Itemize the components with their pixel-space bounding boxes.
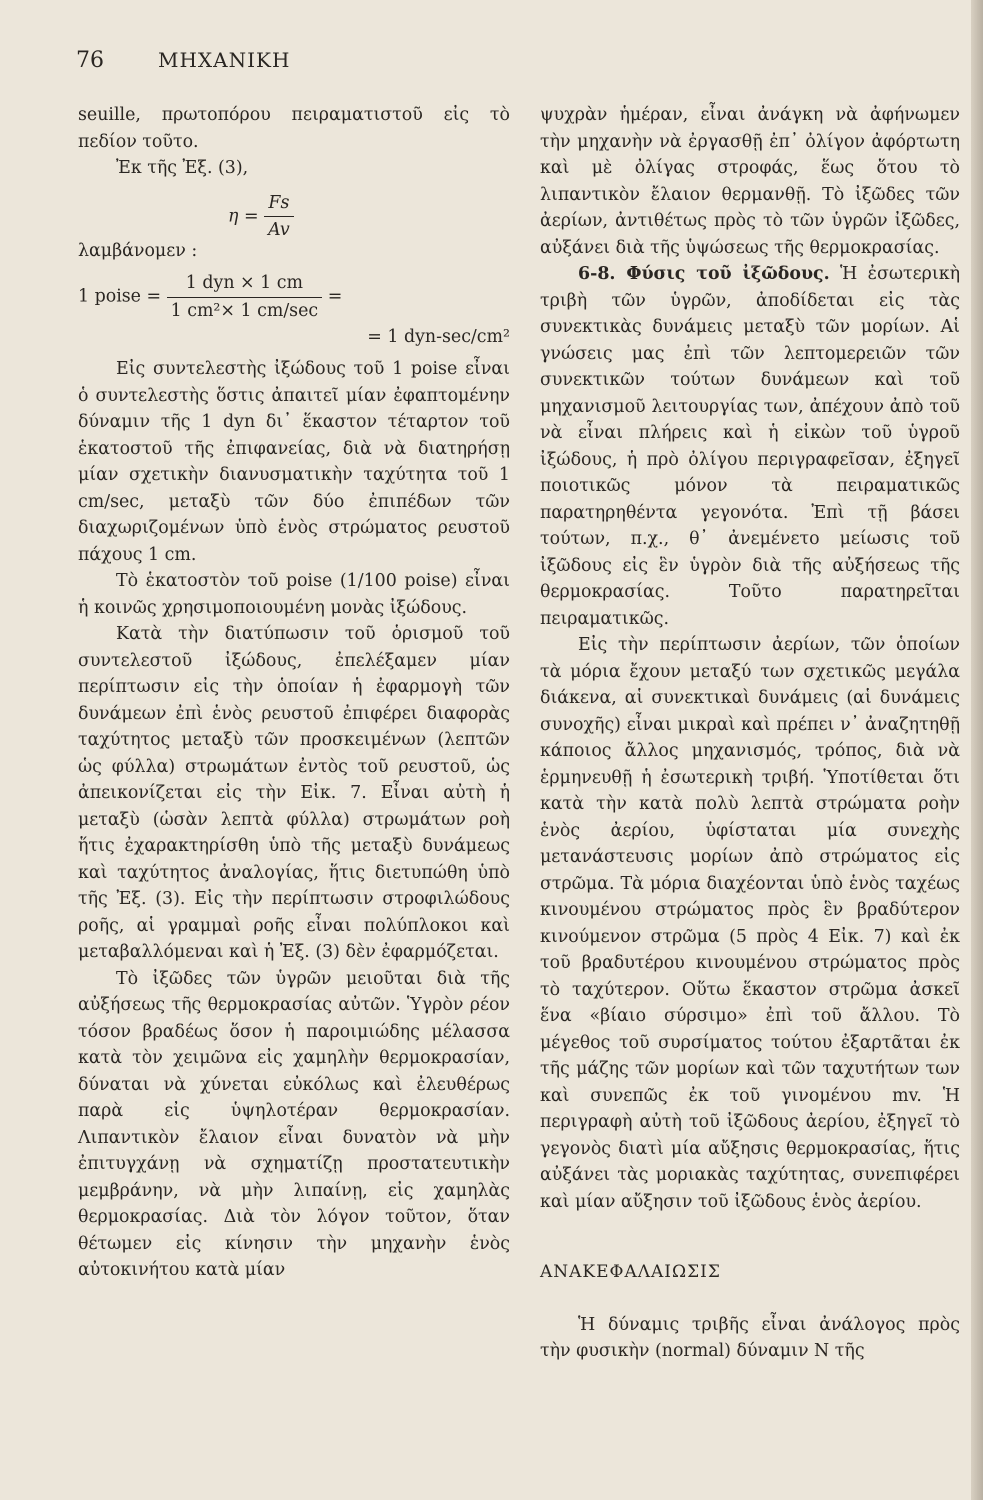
summary-heading: ΑΝΑΚΕΦΑΛΑΙΩΣΙΣ <box>540 1262 721 1282</box>
left-column <box>78 102 510 1284</box>
equation-result: = 1 dyn-sec/cm² <box>367 327 510 347</box>
paragraph: Ἡ δύναμις τριβῆς εἶναι ἀνάλογος πρὸς τὴν φυσικὴν (normal) δύναμιν N τῆς <box>540 1314 960 1361</box>
equation-lhs: 1 poise = <box>78 286 162 307</box>
paragraph: Ἐκ τῆς Ἐξ. (3), <box>116 158 249 178</box>
paragraph: λαμβάνομεν : <box>78 240 198 261</box>
equation-eta <box>78 182 510 238</box>
equation-lhs: η = <box>228 206 259 226</box>
fraction-denominator: Av <box>268 220 290 240</box>
paragraph: Εἰς συντελεστὴς ἰξώδους τοῦ 1 poise εἶναι ὁ συντελεστὴς ὅστις ἀπαιτεῖ μίαν ἐφαπτομένην δύναμιν τῆς 1 dyn δι᾽ ἕκαστον τέταρτον τοῦ ἑκατοστοῦ τῆς ἐπιφανείας, διὰ νὰ διατηρήσῃ μίαν σχετικὴν διανυσματικὴν ταχύτητα τοῦ 1 cm/sec, μεταξὺ τῶν δύο ἐπιπέδων τῶν διαχωριζομένων ὑπὸ ἑνὸς στρώματος ρευστοῦ πάχους 1 cm. <box>78 359 510 565</box>
paragraph: Κατὰ τὴν διατύπωσιν τοῦ ὁρισμοῦ τοῦ συντελεστοῦ ἰξώδους, ἐπελέξαμεν μίαν περίπτωσιν εἰς τὴν ὁποίαν ἡ ἐφαρμογὴ τῶν δυνάμεων ἐπὶ ἑνὸς ρευστοῦ ἐπιφέρει διαφορὰς ταχύτητος μεταξὺ τῶν προσκειμένων (λεπτῶν ὡς φύλλα) στρωμάτων ἐντὸς τοῦ ρευστοῦ, ὡς ἀπεικονίζεται εἰς τὴν Εἰκ. 7. Εἶναι αὐτὴ ἡ μεταξὺ (ὡσὰν λεπτὰ φύλλα) στρωμάτων ροὴ ἥτις ἐχαρακτηρίσθη ὑπὸ τῆς μεταξὺ δυνάμεως καὶ ταχύτητος ἀναλογίας, ἥτις διετυπώθη ὑπὸ τῆς Ἐξ. (3). Εἰς τὴν περίπτωσιν στροφιλώδους ροῆς, αἱ γραμμαὶ ροῆς εἶναι πολύπλοκοι καὶ μεταβαλλόμεναι καὶ ἡ Ἐξ. (3) δὲν ἐφαρμόζεται. <box>78 624 510 962</box>
paragraph: seuille, πρωτοπόρου πειραματιστοῦ εἰς τὸ πεδίον τοῦτο. <box>78 105 510 152</box>
section-text: Ἡ ἐσωτερικὴ τριβὴ τῶν ὑγρῶν, ἀποδίδεται εἰς τὰς συνεκτικὰς δυνάμεις μεταξὺ τῶν μορίων. Αἱ γνώσεις μας ἐπὶ τῶν λεπτομερειῶν τῶν συνεκτικῶν τούτων δυνάμεων καὶ τοῦ μηχανισμοῦ λειτουργίας των, ἀπέχουν ἀπὸ τοῦ νὰ εἶναι πλήρεις καὶ ἡ εἰκὼν τοῦ ὑγροῦ ἰξώδους, ἡ πρὸ ὀλίγου περιγραφεῖσαν, ἐξηγεῖ ποιοτικῶς μόνον τὰ πειραματικῶς παρατηρηθέντα γεγονότα. Ἐπὶ τῇ βάσει τούτων, π.χ., θ᾽ ἀνεμένετο μείωσις τοῦ ἰξῶδους εἰς ἓν ὑγρὸν διὰ τῆς αὐξήσεως τῆς θερμοκρασίας. Τοῦτο παρατηρεῖται πειραματικῶς. <box>540 264 960 629</box>
paragraph: Τὸ ἰξῶδες τῶν ὑγρῶν μειοῦται διὰ τῆς αὐξήσεως τῆς θερμοκρασίας αὐτῶν. Ὑγρὸν ρέον τόσον βραδέως ὅσον ἡ παροιμιώδης μέλασσα κατὰ τὸν χειμῶνα εἰς χαμηλὴν θερμοκρασίαν, δύναται νὰ χύνεται εὐκόλως καὶ ἐλευθέρως παρὰ εἰς ὑψηλοτέραν θερμοκρασίαν. Λιπαντικὸν ἔλαιον εἶναι δυνατὸν νὰ μὴν ἐπιτυγχάνῃ νὰ σχηματίζῃ προστατευτικὴν μεμβράνην, νὰ μὴν λιπαίνῃ, εἰς χαμηλὰς θερμοκρασίας. Διὰ τὸν λόγον τοῦτον, ὅταν θέτωμεν εἰς κίνησιν τὴν μηχανὴν ἑνὸς αὐτοκινήτου κατὰ μίαν <box>78 968 510 1280</box>
fraction-denominator: 1 cm²× 1 cm/sec <box>170 300 319 321</box>
paragraph: Εἰς τὴν περίπτωσιν ἀερίων, τῶν ὁποίων τὰ μόρια ἔχουν μεταξύ των σχετικῶς μεγάλα διάκενα, αἱ συνεκτικαὶ δυνάμεις (αἱ δυνάμεις συνοχῆς) εἶναι μικραὶ καὶ πρέπει ν᾽ ἀναζητηθῇ κάποιος ἄλλος μηχανισμός, τρόπος, διὰ νὰ ἑρμηνευθῇ ἡ ἐσωτερικὴ τριβή. Ὑποτίθεται ὅτι κατὰ τὴν κατὰ πολὺ λεπτὰ στρώματα ροὴν ἑνὸς ἀερίου, ὑφίσταται μία συνεχὴς μετανάστευσις μορίων ἀπὸ στρώματος εἰς στρῶμα. Τὰ μόρια διαχέονται ὑπὸ ἑνὸς ταχέως κινουμένου στρώματος πρὸς ἓν βραδύτερον κινούμενον στρῶμα (5 πρὸς 4 Εἰκ. 7) καὶ ἐκ τοῦ βραδυτέρου κινουμένου στρώματος πρὸς τὸ ταχύτερον. Οὕτω ἕκαστον στρῶμα ἀσκεῖ ἕνα «βίαιο σύρσιμο» ἐπὶ τοῦ ἄλλου. Τὸ μέγεθος τοῦ συρσίματος τούτου ἐξαρτᾶται ἐκ τῆς μάζης τῶν μορίων καὶ τῶν ταχυτήτων των καὶ συνεπῶς ἐκ τοῦ γινομένου mv. Ἡ περιγραφὴ αὐτὴ τοῦ ἰξῶδους ἀερίου, ἐξηγεῖ τὸ γεγονὸς διατὶ μία αὔξησις θερμοκρασίας, ἥτις αὐξάνει τὰς μοριακὰς ταχύτητας, συνεπιφέρει καὶ μίαν αὔξησιν τοῦ ἰξῶδους ἑνὸς ἀερίου. <box>540 635 960 1212</box>
right-column <box>540 102 960 1365</box>
fraction-numerator: 1 dyn × 1 cm <box>167 270 323 298</box>
page-number: 76 <box>76 48 104 73</box>
equation-poise <box>78 264 510 356</box>
fraction <box>167 270 323 324</box>
fraction-numerator: Fs <box>264 190 294 218</box>
section-paragraph <box>540 261 960 632</box>
fraction <box>264 190 294 244</box>
equation-tail: = <box>327 286 343 307</box>
section-heading: 6-8. Φύσις τοῦ ἰξῶδους. <box>578 264 830 284</box>
paragraph: ψυχρὰν ἡμέραν, εἶναι ἀνάγκη νὰ ἀφήνωμεν τὴν μηχανὴν νὰ ἐργασθῇ ἐπ᾽ ὀλίγον ἀφόρτωτη καὶ μὲ ὀλίγας στροφάς, ἕως ὅτου τὸ λιπαντικὸν ἔλαιον θερμανθῇ. Τὸ ἰξῶδες τῶν ἀερίων, ἀντιθέτως πρὸς τὸ τῶν ὑγρῶν ἰξῶδες, αὐξάνει διὰ τῆς ὑψώσεως τῆς θερμοκρασίας. <box>540 105 960 258</box>
page-edge <box>971 0 983 1500</box>
running-title: ΜΗΧΑΝΙΚΗ <box>158 48 291 72</box>
paragraph: Τὸ ἑκατοστὸν τοῦ poise (1/100 poise) εἶναι ἡ κοινῶς χρησιμοποιουμένη μονὰς ἰξώδους. <box>78 571 510 618</box>
